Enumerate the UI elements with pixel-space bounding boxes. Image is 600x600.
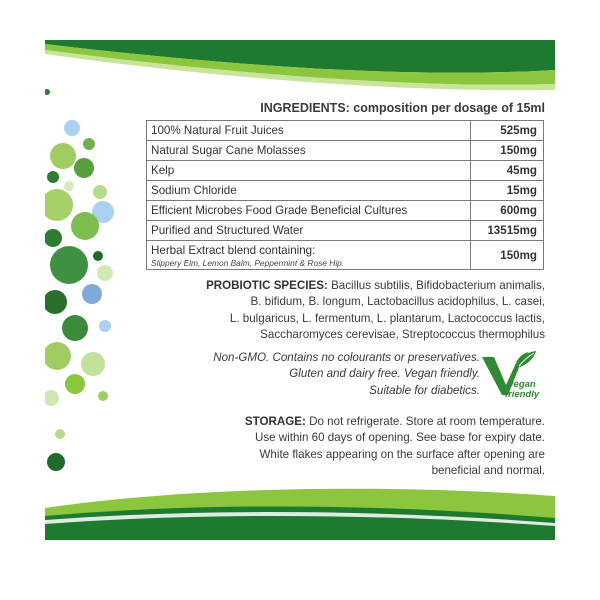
claim-line: Non-GMO. Contains no colourants or preservatives. (213, 351, 480, 364)
vegan-friendly-badge (478, 351, 544, 401)
product-claims (140, 350, 480, 399)
ingredient-amount: 15mg (471, 181, 544, 201)
storage-line: beneficial and normal. (431, 464, 545, 478)
table-row (147, 221, 544, 241)
storage-label: STORAGE: (244, 415, 306, 428)
probiotic-line: Saccharomyces cerevisae, Streptococcus thermophilus (260, 328, 545, 342)
probiotic-label: PROBIOTIC SPECIES: (206, 279, 328, 292)
ingredient-detail: Slippery Elm, Lemon Balm, Peppermint & Rose Hip. (151, 257, 345, 268)
table-row (147, 241, 544, 270)
table-row (147, 161, 544, 181)
ingredient-name: Purified and Structured Water (147, 221, 471, 241)
table-row (147, 201, 544, 221)
table-row (147, 141, 544, 161)
storage-line: White flakes appearing on the surface after opening are (259, 447, 545, 461)
bottom-wave-banner (45, 478, 555, 540)
table-row (147, 121, 544, 141)
ingredient-amount: 13515mg (471, 221, 544, 241)
ingredient-name: Kelp (147, 161, 471, 181)
vegan-badge-line1: vegan (508, 379, 536, 390)
claim-line: Suitable for diabetics. (369, 383, 480, 397)
ingredient-name: Sodium Chloride (147, 181, 471, 201)
ingredient-amount: 525mg (471, 121, 544, 141)
ingredients-title: INGREDIENTS: composition per dosage of 15ml (260, 101, 545, 115)
probiotic-line: L. bulgaricus, L. fermentum, L. plantarum, Lactococcus lactis, (229, 311, 545, 325)
ingredient-amount: 150mg (471, 141, 544, 161)
ingredient-name-cell (147, 241, 471, 270)
ingredient-amount: 150mg (471, 241, 544, 270)
ingredient-amount: 45mg (471, 161, 544, 181)
ingredient-name: Efficient Microbes Food Grade Beneficial Cultures (147, 201, 471, 221)
probiotic-line: Bacillus subtilis, Bifidobacterium animalis, (331, 279, 545, 292)
storage-line: Do not refrigerate. Store at room temperature. (309, 415, 545, 428)
probiotic-species (150, 278, 545, 344)
ingredient-name: Natural Sugar Cane Molasses (147, 141, 471, 161)
ingredients-table (146, 120, 544, 270)
table-row (147, 181, 544, 201)
ingredient-name: 100% Natural Fruit Juices (147, 121, 471, 141)
ingredient-amount: 600mg (471, 201, 544, 221)
probiotic-line: B. bifidum, B. longum, Lactobacillus acidophilus, L. casei, (250, 295, 545, 309)
claim-line: Gluten and dairy free. Vegan friendly. (289, 367, 480, 381)
storage-info (150, 414, 545, 480)
bubble-decoration (45, 80, 135, 480)
storage-line: Use within 60 days of opening. See base for expiry date. (254, 431, 545, 445)
ingredient-name: Herbal Extract blend containing: (151, 243, 316, 257)
vegan-badge-line2: friendly (504, 389, 540, 400)
